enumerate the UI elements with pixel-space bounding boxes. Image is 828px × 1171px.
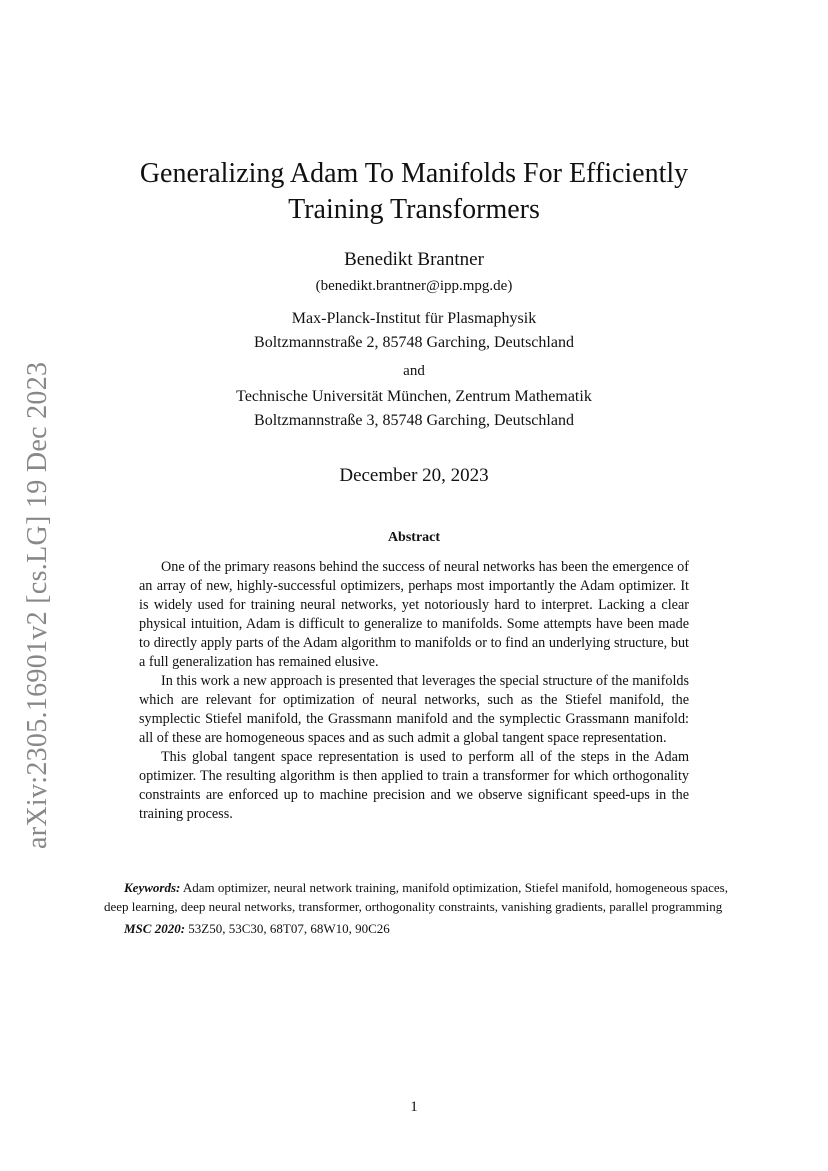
abstract-paragraph: In this work a new approach is presented that leverages the special structure of the manifolds which are relevant for optimization of neural networks, such as the Stiefel manifold, the symplectic Stiefel manifold, the Grassmann manifold and the symplectic Grassmann manifold: all of these are homogeneous spaces and as such admit a global tangent space representation. [139,673,689,746]
keywords-section [104,878,728,938]
author-email: (benedikt.brantner@ipp.mpg.de) [315,278,513,294]
msc-label: MSC 2020: [124,921,186,936]
paper-date: December 20, 2023 [339,465,489,486]
affiliation-1-name: Max-Planck-Institut für Plasmaphysik [291,310,537,327]
arxiv-sidebar-stamp: arXiv:2305.16901v2 [cs.LG] 19 Dec 2023 [22,361,53,849]
affiliation-2-name: Technische Universität München, Zentrum Mathematik [236,388,592,405]
affiliation-1-address: Boltzmannstraße 2, 85748 Garching, Deutschland [254,334,574,351]
msc-text: 53Z50, 53C30, 68T07, 68W10, 90C26 [188,921,390,936]
abstract-paragraph: One of the primary reasons behind the success of neural networks has been the emergence of an array of new, highly-successful optimizers, perhaps most importantly the Adam optimizer. It is widely used for training neural networks, yet notoriously hard to interpret. Lacking a clear physical intuition, Adam is difficult to generalize to manifolds. Some attempts have been made to directly apply parts of the Adam algorithm to manifolds or to find an underlying structure, but a full generalization has remained elusive. [139,559,689,670]
msc-line [104,919,728,938]
keywords-line [104,878,728,916]
paper-title: Generalizing Adam To Manifolds For Efficiently Training Transformers [139,158,689,225]
keywords-text: Adam optimizer, neural network training, manifold optimization, Stiefel manifold, homogeneous spaces, deep learning, deep neural networks, transformer, orthogonality constraints, vanishing gradients, parallel programming [104,880,728,914]
author-name: Benedikt Brantner [344,249,484,270]
abstract-heading: Abstract [387,530,441,545]
affiliation-2-address: Boltzmannstraße 3, 85748 Garching, Deutschland [254,412,574,429]
abstract-body [139,558,689,824]
abstract-paragraph: This global tangent space representation is used to perform all of the steps in the Adam optimizer. The resulting algorithm is then applied to train a transformer for which orthogonality constraints are enforced up to machine precision and we observe significant speed-ups in the training process. [139,749,689,822]
page-number: 1 [410,1099,418,1115]
affiliation-separator: and [403,363,425,379]
keywords-label: Keywords: [124,880,181,895]
